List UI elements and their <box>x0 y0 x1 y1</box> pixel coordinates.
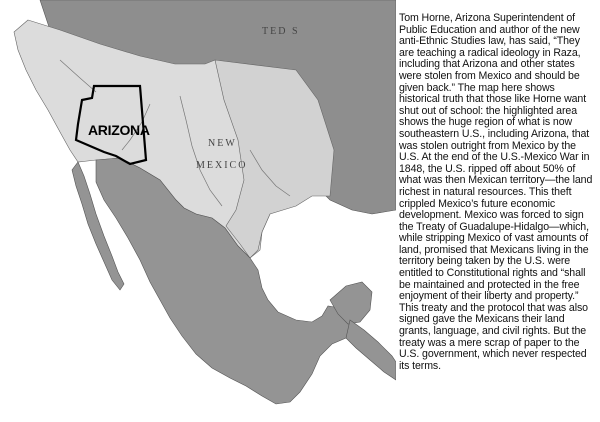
arizona-label: ARIZONA <box>88 122 150 138</box>
map-label-new: NEW <box>208 138 237 149</box>
caption-text: Tom Horne, Arizona Superintendent of Public Education and author of the new anti-Ethnic Studies law, has said, “They are teaching a radical ideology in Raza, including that Arizona and other states were stolen from Mexico and should be given back.” The map here shows historical truth that those like Horne want shut out of school: the highlighted area shows the huge region of what is now southeastern U.S., including Arizona, that was stolen outright from Mexico by the U.S. At the end of the U.S.-Mexico War in 1848, the U.S. ripped off about 50% of what was then Mexican territory—the land richest in natural resources. This theft crippled Mexico’s future economic development. Mexico was forced to sign the Treaty of Guadalupe-Hidalgo—which, while stripping Mexico of vast amounts of land, promised that Mexicans living in the territory being taken by the U.S. were entitled to Constitutional rights and “shall be maintained and protected in the free enjoyment of their liberty and property.” This treaty and the protocol that was also signed gave the Mexicans their land grants, language, and civil rights. But the treaty was a mere scrap of paper to the U.S. government, which never respected its terms. <box>399 12 593 372</box>
map-label-united-states: TED S <box>262 26 300 37</box>
map-label-mexico: MEXICO <box>196 160 248 171</box>
